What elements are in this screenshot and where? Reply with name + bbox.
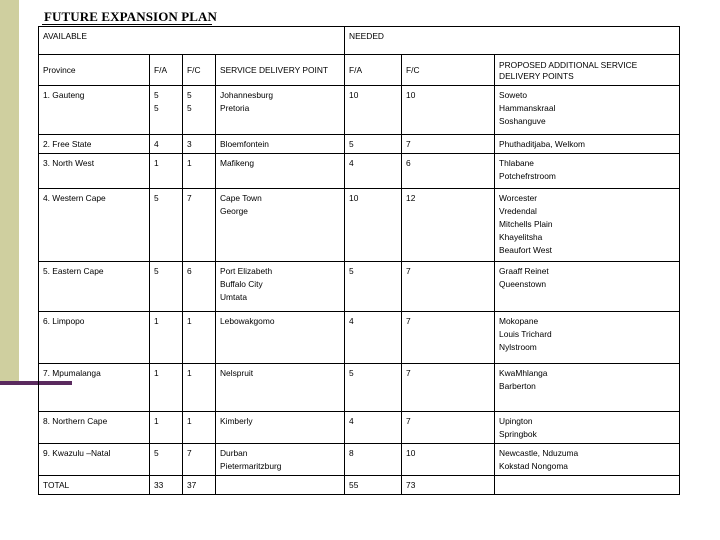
proposed-points-cell bbox=[495, 364, 680, 412]
available-fa-cell bbox=[150, 312, 183, 364]
service-point-cell bbox=[216, 154, 345, 189]
proposed-points-cell-line: Barberton bbox=[499, 381, 536, 391]
service-point-cell bbox=[216, 189, 345, 262]
proposed-points-cell-line: Mitchells Plain bbox=[499, 219, 553, 229]
needed-fa-cell: 4 bbox=[345, 312, 402, 364]
column-header-needed-fa: F/A bbox=[345, 55, 402, 86]
table-row bbox=[39, 86, 680, 135]
column-header-needed-fc: F/C bbox=[402, 55, 495, 86]
slide-accent-bar bbox=[0, 0, 19, 383]
title-underline bbox=[42, 24, 212, 25]
available-fc-cell-line: 7 bbox=[187, 448, 192, 458]
available-fa-cell bbox=[150, 135, 183, 154]
table-row bbox=[39, 412, 680, 444]
proposed-points-cell-line: Phuthaditjaba, Welkom bbox=[499, 139, 586, 149]
needed-fa-cell: 10 bbox=[345, 86, 402, 135]
total-needed-fc-cell: 73 bbox=[402, 476, 495, 495]
service-point-cell-line: Pietermaritzburg bbox=[220, 461, 282, 471]
table-row bbox=[39, 135, 680, 154]
column-header-row bbox=[39, 55, 680, 86]
available-fc-cell bbox=[183, 189, 216, 262]
column-header-proposed-points: PROPOSED ADDITIONAL SERVICE DELIVERY POINTS bbox=[495, 55, 680, 86]
available-fc-cell-line: 6 bbox=[187, 266, 192, 276]
proposed-points-cell bbox=[495, 86, 680, 135]
needed-fa-cell: 4 bbox=[345, 412, 402, 444]
available-fa-cell-line: 1 bbox=[154, 158, 159, 168]
available-fc-cell-line: 5 bbox=[187, 90, 192, 100]
available-fc-cell-line: 7 bbox=[187, 193, 192, 203]
service-point-cell-line: Umtata bbox=[220, 292, 247, 302]
service-point-cell-line: Nelspruit bbox=[220, 368, 254, 378]
group-needed-header: NEEDED bbox=[345, 27, 680, 55]
total-row bbox=[39, 476, 680, 495]
province-cell: 9. Kwazulu –Natal bbox=[39, 444, 150, 476]
province-cell: 2. Free State bbox=[39, 135, 150, 154]
service-point-cell-line: Kimberly bbox=[220, 416, 253, 426]
available-fc-cell-line: 1 bbox=[187, 416, 192, 426]
available-fc-cell bbox=[183, 364, 216, 412]
total-available-fc-cell: 37 bbox=[183, 476, 216, 495]
proposed-points-cell-line: Soweto bbox=[499, 90, 527, 100]
proposed-points-cell-line: Potchefrstroom bbox=[499, 171, 556, 181]
available-fc-cell bbox=[183, 444, 216, 476]
proposed-points-cell-line: Kokstad Nongoma bbox=[499, 461, 568, 471]
available-fa-cell-line: 5 bbox=[154, 266, 159, 276]
service-point-cell-line: Lebowakgomo bbox=[220, 316, 275, 326]
province-cell: 6. Limpopo bbox=[39, 312, 150, 364]
service-point-cell bbox=[216, 135, 345, 154]
available-fa-cell bbox=[150, 364, 183, 412]
available-fa-cell-line: 5 bbox=[154, 193, 159, 203]
proposed-points-cell-line: Thlabane bbox=[499, 158, 534, 168]
table-row bbox=[39, 444, 680, 476]
available-fa-cell bbox=[150, 154, 183, 189]
proposed-points-cell-line: Mokopane bbox=[499, 316, 539, 326]
proposed-points-cell bbox=[495, 154, 680, 189]
proposed-points-cell-line: Hammanskraal bbox=[499, 103, 556, 113]
province-cell: 5. Eastern Cape bbox=[39, 262, 150, 312]
available-fa-cell-line: 5 bbox=[154, 90, 159, 100]
available-fa-cell bbox=[150, 262, 183, 312]
needed-fa-cell: 10 bbox=[345, 189, 402, 262]
service-point-cell-line: Bloemfontein bbox=[220, 139, 269, 149]
needed-fa-cell: 8 bbox=[345, 444, 402, 476]
available-fa-cell-line: 1 bbox=[154, 416, 159, 426]
proposed-points-cell bbox=[495, 444, 680, 476]
total-service-point-cell bbox=[216, 476, 345, 495]
needed-fa-cell: 5 bbox=[345, 262, 402, 312]
service-point-cell-line: Johannesburg bbox=[220, 90, 274, 100]
proposed-points-cell-line: Upington bbox=[499, 416, 533, 426]
service-point-cell-line: Port Elizabeth bbox=[220, 266, 273, 276]
page-title: FUTURE EXPANSION PLAN bbox=[44, 9, 218, 24]
proposed-points-cell-line: Springbok bbox=[499, 429, 537, 439]
needed-fc-cell: 7 bbox=[402, 312, 495, 364]
available-fa-cell-line: 1 bbox=[154, 316, 159, 326]
proposed-points-cell bbox=[495, 189, 680, 262]
available-fc-cell-line: 5 bbox=[187, 103, 192, 113]
proposed-points-cell-line: Louis Trichard bbox=[499, 329, 552, 339]
province-cell: 8. Northern Cape bbox=[39, 412, 150, 444]
needed-fc-cell: 7 bbox=[402, 364, 495, 412]
province-cell: 4. Western Cape bbox=[39, 189, 150, 262]
proposed-points-cell-line: Graaff Reinet bbox=[499, 266, 549, 276]
total-needed-fa-cell: 55 bbox=[345, 476, 402, 495]
service-point-cell-line: Pretoria bbox=[220, 103, 250, 113]
available-fc-cell bbox=[183, 312, 216, 364]
available-fc-cell bbox=[183, 262, 216, 312]
available-fa-cell-line: 4 bbox=[154, 139, 159, 149]
proposed-points-cell-line: Queenstown bbox=[499, 279, 547, 289]
available-fa-cell bbox=[150, 86, 183, 135]
service-point-cell bbox=[216, 412, 345, 444]
available-fc-cell bbox=[183, 154, 216, 189]
column-header-province: Province bbox=[39, 55, 150, 86]
available-fa-cell bbox=[150, 189, 183, 262]
needed-fc-cell: 10 bbox=[402, 86, 495, 135]
table-row bbox=[39, 312, 680, 364]
province-cell: 7. Mpumalanga bbox=[39, 364, 150, 412]
needed-fc-cell: 10 bbox=[402, 444, 495, 476]
table-row bbox=[39, 364, 680, 412]
needed-fc-cell: 7 bbox=[402, 412, 495, 444]
table-row bbox=[39, 189, 680, 262]
service-point-cell-line: Cape Town bbox=[220, 193, 262, 203]
available-fc-cell-line: 3 bbox=[187, 139, 192, 149]
available-fc-cell-line: 1 bbox=[187, 158, 192, 168]
available-fa-cell bbox=[150, 444, 183, 476]
column-header-available-fa: F/A bbox=[150, 55, 183, 86]
total-label-cell: TOTAL bbox=[39, 476, 150, 495]
province-cell: 1. Gauteng bbox=[39, 86, 150, 135]
proposed-points-cell bbox=[495, 262, 680, 312]
column-header-available-fc: F/C bbox=[183, 55, 216, 86]
service-point-cell-line: Buffalo City bbox=[220, 279, 263, 289]
available-fa-cell-line: 5 bbox=[154, 103, 159, 113]
proposed-points-cell bbox=[495, 312, 680, 364]
needed-fa-cell: 4 bbox=[345, 154, 402, 189]
available-fc-cell-line: 1 bbox=[187, 368, 192, 378]
service-point-cell bbox=[216, 444, 345, 476]
total-proposed-cell bbox=[495, 476, 680, 495]
proposed-points-cell-line: Newcastle, Nduzuma bbox=[499, 448, 579, 458]
available-fc-cell-line: 1 bbox=[187, 316, 192, 326]
needed-fc-cell: 12 bbox=[402, 189, 495, 262]
group-available-header: AVAILABLE bbox=[39, 27, 345, 55]
needed-fc-cell: 6 bbox=[402, 154, 495, 189]
service-point-cell bbox=[216, 86, 345, 135]
needed-fc-cell: 7 bbox=[402, 262, 495, 312]
total-available-fa-cell: 33 bbox=[150, 476, 183, 495]
table-row bbox=[39, 154, 680, 189]
service-point-cell-line: George bbox=[220, 206, 248, 216]
available-fa-cell bbox=[150, 412, 183, 444]
proposed-points-cell-line: Beaufort West bbox=[499, 245, 552, 255]
service-point-cell bbox=[216, 262, 345, 312]
group-header-row bbox=[39, 27, 680, 55]
province-cell: 3. North West bbox=[39, 154, 150, 189]
proposed-points-cell-line: Worcester bbox=[499, 193, 538, 203]
available-fc-cell bbox=[183, 412, 216, 444]
expansion-plan-table bbox=[38, 26, 680, 495]
proposed-points-cell bbox=[495, 412, 680, 444]
proposed-points-cell-line: Soshanguve bbox=[499, 116, 546, 126]
proposed-points-cell-line: Nylstroom bbox=[499, 342, 537, 352]
service-point-cell bbox=[216, 312, 345, 364]
proposed-points-cell-line: Vredendal bbox=[499, 206, 537, 216]
proposed-points-cell-line: KwaMhlanga bbox=[499, 368, 548, 378]
service-point-cell-line: Durban bbox=[220, 448, 248, 458]
available-fa-cell-line: 5 bbox=[154, 448, 159, 458]
available-fa-cell-line: 1 bbox=[154, 368, 159, 378]
service-point-cell bbox=[216, 364, 345, 412]
needed-fa-cell: 5 bbox=[345, 364, 402, 412]
needed-fc-cell: 7 bbox=[402, 135, 495, 154]
column-header-service-delivery-point: SERVICE DELIVERY POINT bbox=[216, 55, 345, 86]
available-fc-cell bbox=[183, 135, 216, 154]
available-fc-cell bbox=[183, 86, 216, 135]
proposed-points-cell bbox=[495, 135, 680, 154]
proposed-points-cell-line: Khayelitsha bbox=[499, 232, 543, 242]
service-point-cell-line: Mafikeng bbox=[220, 158, 254, 168]
needed-fa-cell: 5 bbox=[345, 135, 402, 154]
table-row bbox=[39, 262, 680, 312]
